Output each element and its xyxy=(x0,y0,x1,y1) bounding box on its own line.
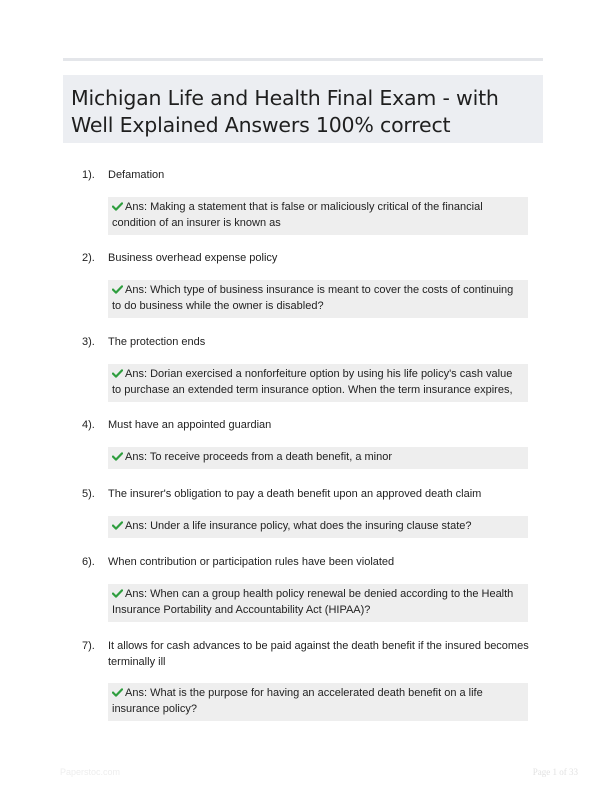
page-number: Page 1 of 33 xyxy=(532,767,578,777)
answer-box xyxy=(108,584,528,622)
check-icon xyxy=(112,521,123,530)
question-number: 3). xyxy=(82,336,95,348)
header-divider xyxy=(63,58,543,61)
answer-text: Ans: What is the purpose for having an accelerated death benefit on a life insurance policy? xyxy=(112,687,483,715)
answer-text: Ans: Dorian exercised a nonforfeiture option by using his life policy's cash value to purchase an extended term insurance option. When the term insurance expires, xyxy=(112,367,513,396)
question-text: Defamation xyxy=(108,169,165,181)
answer-box xyxy=(108,516,528,538)
question-item-4 xyxy=(82,418,537,469)
answer-box xyxy=(108,280,528,318)
question-number: 7). xyxy=(82,640,95,652)
answer-text: Ans: Making a statement that is false or maliciously critical of the financial condition of an insurer is known as xyxy=(112,200,483,229)
question-text: When contribution or participation rules have been violated xyxy=(108,556,395,568)
answer-box xyxy=(108,364,528,402)
question-item-5 xyxy=(82,487,537,538)
check-icon xyxy=(112,369,123,378)
answer-box xyxy=(108,683,528,721)
question-item-3 xyxy=(82,335,537,402)
question-item-7 xyxy=(82,639,537,721)
question-item-1 xyxy=(82,168,537,235)
check-icon xyxy=(112,452,123,461)
question-number: 5). xyxy=(82,488,95,500)
answer-box xyxy=(108,447,528,469)
answer-box xyxy=(108,197,528,235)
question-number: 1). xyxy=(82,169,95,181)
check-icon xyxy=(112,589,123,598)
question-text: It allows for cash advances to be paid against the death benefit if the insured becomes terminally ill xyxy=(108,640,529,668)
title-banner xyxy=(63,75,543,143)
check-icon xyxy=(112,688,123,697)
question-number: 2). xyxy=(82,252,95,264)
answer-text: Ans: When can a group health policy renewal be denied according to the Health Insurance Portability and Accountability Act (HIPAA)? xyxy=(112,587,514,616)
check-icon xyxy=(112,202,123,211)
check-icon xyxy=(112,285,123,294)
question-text: Business overhead expense policy xyxy=(108,252,278,264)
answer-text: Ans: Which type of business insurance is meant to cover the costs of continuing to do business while the owner is disabled? xyxy=(112,283,514,312)
question-item-6 xyxy=(82,555,537,622)
question-text: The insurer's obligation to pay a death benefit upon an approved death claim xyxy=(108,488,482,500)
question-number: 4). xyxy=(82,419,95,431)
question-text: Must have an appointed guardian xyxy=(108,419,272,431)
answer-text: Ans: To receive proceeds from a death benefit, a minor xyxy=(125,450,392,463)
document-title: Michigan Life and Health Final Exam - with Well Explained Answers 100% correct xyxy=(71,86,499,137)
question-item-2 xyxy=(82,251,537,318)
footer-watermark: Paperstoc.com xyxy=(60,767,121,777)
question-number: 6). xyxy=(82,556,95,568)
answer-text: Ans: Under a life insurance policy, what does the insuring clause state? xyxy=(125,519,472,532)
question-text: The protection ends xyxy=(108,336,206,348)
